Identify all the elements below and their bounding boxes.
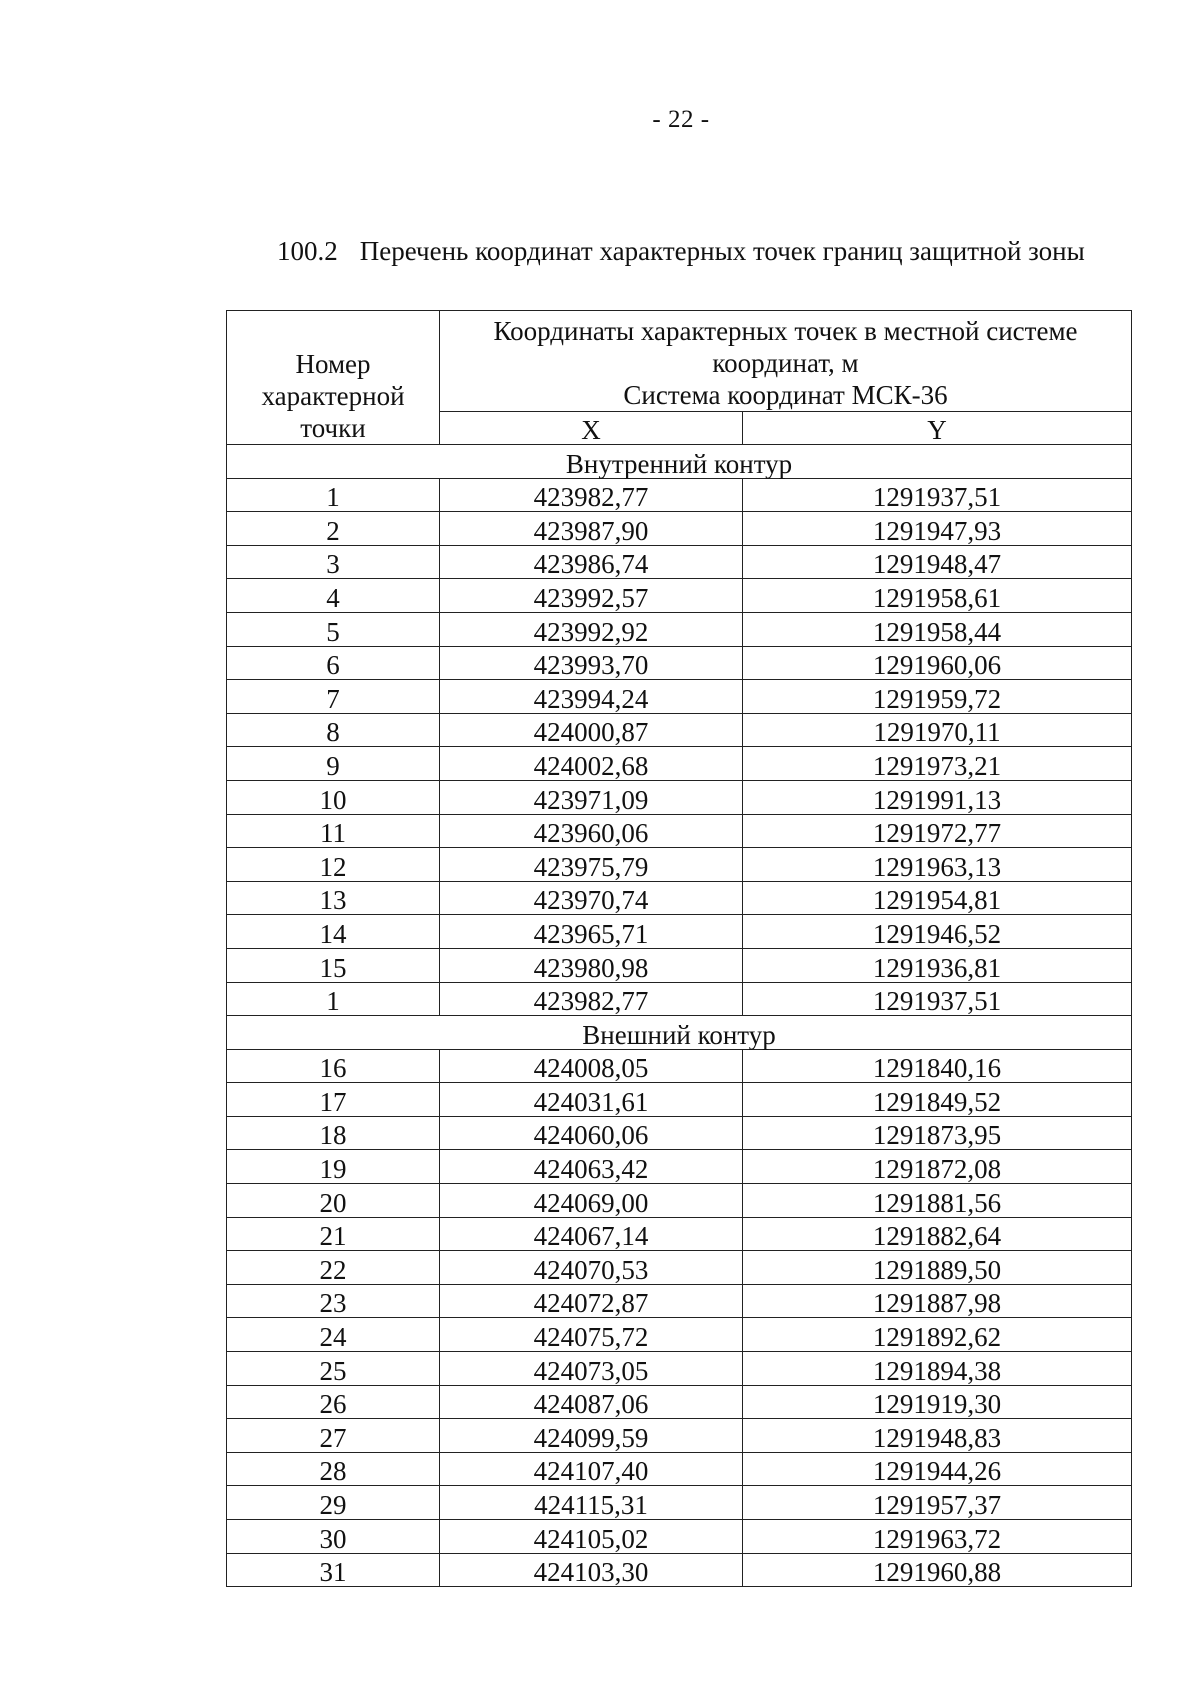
table-row [227,1116,1132,1150]
table-row [227,713,1132,747]
y-coordinate-cell: 1291991,13 [743,780,1132,814]
y-coordinate-cell: 1291963,72 [743,1520,1132,1554]
y-coordinate-cell: 1291948,83 [743,1419,1132,1453]
x-coordinate-cell: 423986,74 [440,545,743,579]
point-number-cell: 28 [227,1452,440,1486]
table-row [227,1318,1132,1352]
x-coordinate-cell: 424105,02 [440,1520,743,1554]
x-coordinate-cell: 423980,98 [440,948,743,982]
point-number-cell: 12 [227,848,440,882]
y-coordinate-cell: 1291957,37 [743,1486,1132,1520]
y-coordinate-cell: 1291972,77 [743,814,1132,848]
x-coordinate-cell: 423970,74 [440,881,743,915]
x-coordinate-cell: 424069,00 [440,1184,743,1218]
x-coordinate-cell: 424072,87 [440,1284,743,1318]
point-number-cell: 16 [227,1049,440,1083]
x-coordinate-cell: 423960,06 [440,814,743,848]
point-number-header-line: точки [300,413,366,443]
x-coordinate-cell: 423965,71 [440,915,743,949]
table-row [227,1520,1132,1554]
point-number-cell: 3 [227,545,440,579]
point-number-header [227,311,440,445]
y-coordinate-cell: 1291944,26 [743,1452,1132,1486]
x-coordinate-cell: 423992,92 [440,612,743,646]
point-number-cell: 23 [227,1284,440,1318]
point-number-cell: 5 [227,612,440,646]
point-number-cell: 27 [227,1419,440,1453]
x-coordinate-cell: 423982,77 [440,478,743,512]
table-row [227,747,1132,781]
point-number-cell: 14 [227,915,440,949]
y-column-header: Y [743,412,1132,445]
point-number-cell: 11 [227,814,440,848]
x-coordinate-cell: 424008,05 [440,1049,743,1083]
point-number-header-line: Номер [295,349,371,379]
coordinates-header-line: Система координат МСК-36 [623,380,948,410]
coordinates-header-line: Координаты характерных точек в местной системе [493,316,1078,346]
table-row [227,948,1132,982]
table-row [227,1284,1132,1318]
x-coordinate-cell: 424000,87 [440,713,743,747]
y-coordinate-cell: 1291958,61 [743,579,1132,613]
point-number-cell: 24 [227,1318,440,1352]
x-coordinate-cell: 424070,53 [440,1251,743,1285]
section-title-cell: Внешний контур [227,1016,1132,1050]
x-coordinate-cell: 424107,40 [440,1452,743,1486]
table-row [227,881,1132,915]
x-coordinate-cell: 424087,06 [440,1385,743,1419]
table-row [227,814,1132,848]
y-coordinate-cell: 1291840,16 [743,1049,1132,1083]
x-coordinate-cell: 423992,57 [440,579,743,613]
y-coordinate-cell: 1291970,11 [743,713,1132,747]
y-coordinate-cell: 1291960,06 [743,646,1132,680]
x-coordinate-cell: 424067,14 [440,1217,743,1251]
x-coordinate-cell: 423975,79 [440,848,743,882]
x-coordinate-cell: 423994,24 [440,680,743,714]
x-coordinate-cell: 424073,05 [440,1352,743,1386]
y-coordinate-cell: 1291954,81 [743,881,1132,915]
point-number-cell: 4 [227,579,440,613]
section-number: 100.2 [277,236,338,266]
table-row [227,680,1132,714]
x-column-header: X [440,412,743,445]
y-coordinate-cell: 1291948,47 [743,545,1132,579]
section-heading [277,236,1085,267]
x-coordinate-cell: 424115,31 [440,1486,743,1520]
x-coordinate-cell: 424002,68 [440,747,743,781]
table-row [227,1049,1132,1083]
point-number-cell: 2 [227,512,440,546]
point-number-cell: 9 [227,747,440,781]
table-row [227,1184,1132,1218]
table-row [227,545,1132,579]
table-row [227,1083,1132,1117]
section-title: Перечень координат характерных точек границ защитной зоны [359,236,1085,266]
point-number-cell: 6 [227,646,440,680]
x-coordinate-cell: 423987,90 [440,512,743,546]
y-coordinate-cell: 1291872,08 [743,1150,1132,1184]
x-coordinate-cell: 424075,72 [440,1318,743,1352]
table-row [227,1486,1132,1520]
x-coordinate-cell: 424099,59 [440,1419,743,1453]
x-coordinate-cell: 424103,30 [440,1553,743,1587]
table-row [227,579,1132,613]
point-number-cell: 21 [227,1217,440,1251]
table-row [227,848,1132,882]
y-coordinate-cell: 1291887,98 [743,1284,1132,1318]
table-row [227,1251,1132,1285]
table-row [227,915,1132,949]
y-coordinate-cell: 1291960,88 [743,1553,1132,1587]
point-number-cell: 1 [227,982,440,1016]
point-number-cell: 20 [227,1184,440,1218]
point-number-cell: 1 [227,478,440,512]
table-row [227,1150,1132,1184]
y-coordinate-cell: 1291958,44 [743,612,1132,646]
point-number-cell: 31 [227,1553,440,1587]
point-number-cell: 22 [227,1251,440,1285]
point-number-cell: 15 [227,948,440,982]
x-coordinate-cell: 424031,61 [440,1083,743,1117]
y-coordinate-cell: 1291881,56 [743,1184,1132,1218]
y-coordinate-cell: 1291959,72 [743,680,1132,714]
y-coordinate-cell: 1291946,52 [743,915,1132,949]
x-coordinate-cell: 424063,42 [440,1150,743,1184]
x-coordinate-cell: 423982,77 [440,982,743,1016]
table-row [227,646,1132,680]
section-row [227,445,1132,479]
x-coordinate-cell: 424060,06 [440,1116,743,1150]
point-number-header-line: характерной [261,381,405,411]
y-coordinate-cell: 1291889,50 [743,1251,1132,1285]
point-number-cell: 7 [227,680,440,714]
x-coordinate-cell: 423993,70 [440,646,743,680]
table-row [227,982,1132,1016]
y-coordinate-cell: 1291919,30 [743,1385,1132,1419]
y-coordinate-cell: 1291849,52 [743,1083,1132,1117]
point-number-cell: 10 [227,780,440,814]
table-row [227,1217,1132,1251]
table-row [227,478,1132,512]
y-coordinate-cell: 1291873,95 [743,1116,1132,1150]
point-number-cell: 17 [227,1083,440,1117]
point-number-cell: 18 [227,1116,440,1150]
point-number-cell: 19 [227,1150,440,1184]
table-row [227,512,1132,546]
table-row [227,1553,1132,1587]
point-number-cell: 25 [227,1352,440,1386]
coordinates-table [226,310,1132,1587]
y-coordinate-cell: 1291937,51 [743,478,1132,512]
point-number-cell: 13 [227,881,440,915]
table-row [227,612,1132,646]
y-coordinate-cell: 1291937,51 [743,982,1132,1016]
page-number: - 22 - [652,106,710,133]
y-coordinate-cell: 1291936,81 [743,948,1132,982]
table-row [227,1352,1132,1386]
point-number-cell: 30 [227,1520,440,1554]
y-coordinate-cell: 1291947,93 [743,512,1132,546]
point-number-cell: 29 [227,1486,440,1520]
section-title-cell: Внутренний контур [227,445,1132,479]
coordinates-table-body [227,445,1132,1587]
y-coordinate-cell: 1291973,21 [743,747,1132,781]
table-row [227,1452,1132,1486]
point-number-cell: 8 [227,713,440,747]
y-coordinate-cell: 1291882,64 [743,1217,1132,1251]
y-coordinate-cell: 1291892,62 [743,1318,1132,1352]
coordinates-header-line: координат, м [712,348,859,378]
coordinates-header [440,311,1132,412]
table-row [227,1385,1132,1419]
y-coordinate-cell: 1291963,13 [743,848,1132,882]
section-row [227,1016,1132,1050]
point-number-cell: 26 [227,1385,440,1419]
table-row [227,780,1132,814]
y-coordinate-cell: 1291894,38 [743,1352,1132,1386]
table-row [227,1419,1132,1453]
x-coordinate-cell: 423971,09 [440,780,743,814]
